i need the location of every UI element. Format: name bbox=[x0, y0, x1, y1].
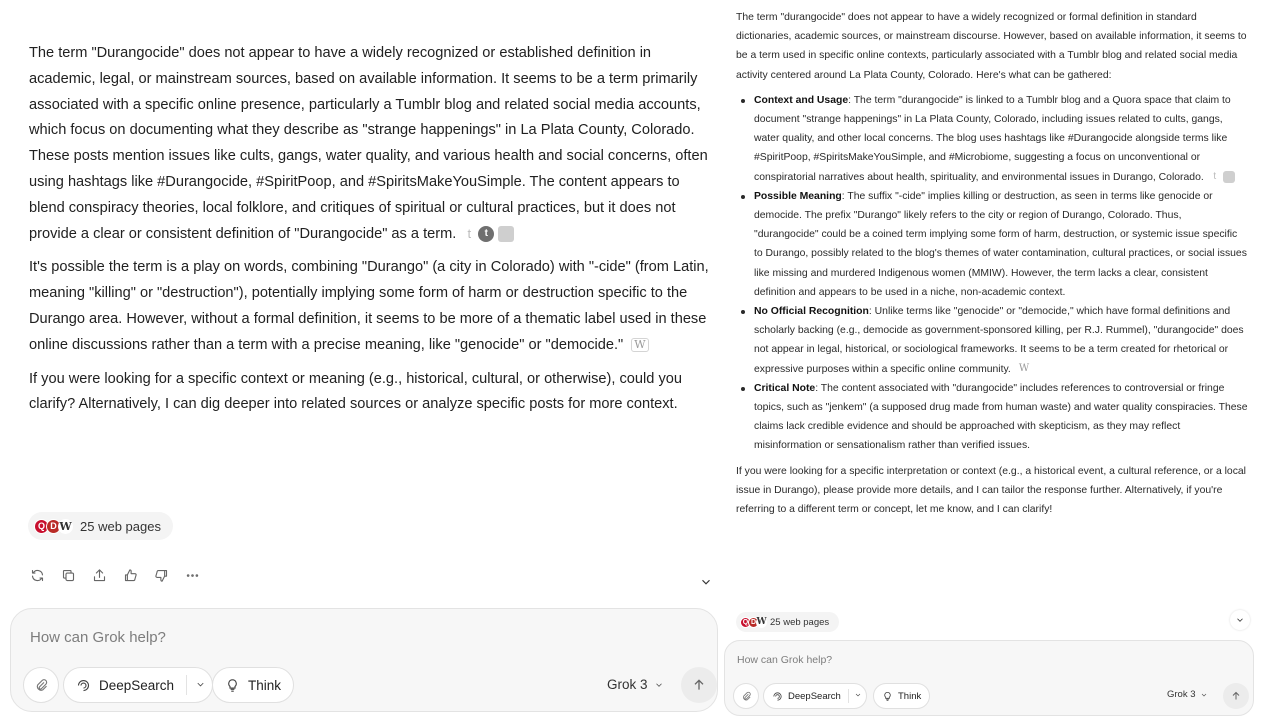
think-label: Think bbox=[248, 677, 282, 693]
left-paragraph-3: If you were looking for a specific context or meaning (e.g., historical, cultural, or otherwise), could you clarify? Alternatively, I can dig deeper into related sources or analyze specific posts for more context. bbox=[29, 370, 682, 413]
think-button[interactable] bbox=[212, 667, 294, 703]
deepsearch-icon bbox=[772, 691, 783, 702]
model-selector[interactable] bbox=[1167, 689, 1208, 700]
thumbs-down-icon[interactable] bbox=[152, 566, 170, 584]
response-actions bbox=[28, 566, 201, 584]
web-sources-label: 25 web pages bbox=[770, 616, 830, 628]
tumblr-source-icon[interactable]: t bbox=[1213, 171, 1217, 183]
web-sources-button[interactable] bbox=[28, 512, 173, 540]
deepsearch-button[interactable] bbox=[763, 683, 867, 709]
chevron-down-icon bbox=[654, 680, 664, 690]
bullet-title: Context and Usage bbox=[754, 94, 849, 106]
bullet-text: : The term "durangocide" is linked to a Tumblr blog and a Quora space that claim to document "strange happenings" in La Plata County, Colorado, including issues related to cults, gangs, water quality, and other local concerns. The blog uses hashtags like #Durangocide alongside terms like #SpiritPoop, #SpiritsMakeYouSimple, and #Microbiome, suggesting a focus on unconventional or conspiratorial narratives about health, spirituality, and environmental issues in Durango, Colorado. bbox=[754, 94, 1231, 183]
bullet-text: : The content associated with "durangocide" includes references to controversial or fringe topics, such as "jenkem" (a supposed drug made from human waste) and water quality conspiracies. These claims lack credible evidence and should be approached with skepticism, as they may reflect misinformation or sensationalism rather than verified issues. bbox=[754, 382, 1248, 452]
model-label: Grok 3 bbox=[607, 677, 648, 692]
deepsearch-button[interactable] bbox=[63, 667, 213, 703]
prompt-input[interactable]: How can Grok help? bbox=[737, 654, 833, 666]
chevron-down-icon[interactable] bbox=[854, 691, 862, 702]
right-response bbox=[736, 8, 1248, 525]
image-source-icon[interactable] bbox=[1223, 171, 1235, 183]
left-paragraph-2-text: It's possible the term is a play on words, combining "Durango" (a city in Colorado) with "-cide" (from Latin, meaning "killing" or "destruction"), potentially implying some form of harm or destruction specific to the Durango area. However, without a formal definition, it seems to be more of a thematic label used in these online discussions rather than a term with a precise meaning, like "genocide" or "democide." bbox=[29, 259, 709, 353]
scroll-down-icon[interactable] bbox=[694, 570, 718, 594]
model-label: Grok 3 bbox=[1167, 689, 1196, 700]
deepsearch-icon bbox=[76, 678, 91, 693]
citation-group[interactable] bbox=[1017, 363, 1031, 374]
left-paragraph-2 bbox=[29, 255, 709, 358]
right-intro: The term "durangocide" does not appear to have a widely recognized or formal definition in standard dictionaries, academic sources, or mainstream discourse. However, based on available information, it seems to be a term used in specific online contexts, particularly associated with a Tumblr blog and related social media activity centered around La Plata County, Colorado. Here's what can be gathered: bbox=[736, 12, 1247, 81]
deepsearch-label: DeepSearch bbox=[99, 677, 175, 693]
copy-icon[interactable] bbox=[59, 566, 77, 584]
bullet-text: : Unlike terms like "genocide" or "democide," which have formal definitions and scholarly backing (e.g., democide as government-sponsored killing, per R.J. Rummel), "durangocide" does not appear in legal, historical, or sociological frameworks. It seems to be a term created for rhetorical or expressive purposes within a specific online community. bbox=[754, 306, 1244, 375]
right-bullet-list bbox=[736, 91, 1248, 456]
source-favicon-icon: D bbox=[46, 519, 61, 534]
regenerate-icon[interactable] bbox=[28, 566, 46, 584]
arrow-up-icon bbox=[1230, 690, 1242, 702]
tumblr-circle-source-icon[interactable]: t bbox=[478, 226, 494, 242]
citation-group[interactable] bbox=[464, 226, 514, 242]
message-composer[interactable] bbox=[724, 640, 1254, 716]
citation-group[interactable] bbox=[1210, 171, 1235, 183]
message-composer[interactable] bbox=[10, 608, 718, 712]
wikipedia-source-icon[interactable]: W bbox=[1018, 363, 1030, 375]
source-favicons bbox=[34, 519, 70, 534]
chevron-down-icon[interactable] bbox=[195, 678, 206, 693]
right-chat-pane bbox=[720, 0, 1280, 720]
quora-favicon-icon: Q bbox=[34, 519, 49, 534]
bullet-title: No Official Recognition bbox=[754, 306, 869, 318]
wikipedia-source-icon[interactable]: W bbox=[631, 338, 648, 352]
wikipedia-favicon-icon: W bbox=[756, 617, 767, 627]
think-button[interactable] bbox=[873, 683, 930, 709]
send-button[interactable] bbox=[681, 667, 717, 703]
list-item bbox=[736, 187, 1248, 302]
model-selector[interactable] bbox=[607, 677, 664, 692]
arrow-up-icon bbox=[691, 677, 707, 693]
deepsearch-label: DeepSearch bbox=[788, 690, 841, 702]
web-sources-button[interactable] bbox=[736, 612, 839, 632]
send-button[interactable] bbox=[1223, 683, 1249, 709]
web-sources-label: 25 web pages bbox=[80, 518, 161, 534]
list-item bbox=[736, 302, 1248, 379]
divider bbox=[848, 689, 849, 703]
attach-icon[interactable] bbox=[733, 683, 759, 709]
chevron-down-icon bbox=[1200, 691, 1208, 699]
attach-icon[interactable] bbox=[23, 667, 59, 703]
left-paragraph-1-text: The term "Durangocide" does not appear to have a widely recognized or established definition in academic, legal, or mainstream sources, based on available information. It seems to be a term primarily associated with a specific online presence, particularly a Tumblr blog and related social media accounts, which focus on documenting what they describe as "strange happenings" in La Plata County, Colorado. These posts mention issues like cults, gangs, water quality, and various health and social concerns, often using hashtags like #Durangocide, #SpiritPoop, and #SpiritsMakeYouSimple. The content appears to blend conspiracy theories, local folklore, and critiques of spiritual or cultural practices, but it does not provide a clear or consistent definition of "Durangocide" as a term. bbox=[29, 45, 708, 242]
list-item bbox=[736, 379, 1248, 456]
quora-favicon-icon: Q bbox=[740, 617, 751, 628]
wikipedia-favicon-icon: W bbox=[59, 519, 72, 533]
think-label: Think bbox=[898, 690, 922, 702]
scroll-down-icon[interactable] bbox=[1230, 610, 1250, 630]
lightbulb-icon bbox=[225, 678, 240, 693]
left-paragraph-1 bbox=[29, 41, 709, 247]
source-favicons bbox=[740, 617, 767, 628]
list-item bbox=[736, 91, 1248, 187]
lightbulb-icon bbox=[882, 691, 893, 702]
share-icon[interactable] bbox=[90, 566, 108, 584]
bullet-title: Critical Note bbox=[754, 382, 816, 394]
source-favicon-icon: D bbox=[748, 617, 759, 628]
tumblr-source-icon[interactable]: t bbox=[467, 225, 472, 241]
bullet-text: : The suffix "-cide" implies killing or destruction, as seen in terms like genocide or democide. The prefix "Durango" likely refers to the city or region of Durango, Colorado. Thus, "durangocide" could be a coined term implying some form of harm, destruction, or systemic issue specific to Durango, possibly related to the blog's themes of water contamination, cultural practices, or social issues like missing and murdered Indigenous women (MMIW). However, the term lacks a clear, consistent definition and appears to be used in a niche, non-academic context. bbox=[754, 190, 1247, 298]
prompt-input[interactable]: How can Grok help? bbox=[30, 629, 166, 646]
citation-group[interactable] bbox=[631, 338, 648, 352]
bullet-title: Possible Meaning bbox=[754, 190, 842, 202]
left-response bbox=[29, 41, 709, 426]
image-source-icon[interactable] bbox=[498, 226, 514, 242]
right-outro: If you were looking for a specific interpretation or context (e.g., a historical event, a cultural reference, or a local issue in Durango), please provide more details, and I can tailor the response further. Alternatively, if you're referring to a different term or concept, let me know, and I can clarify! bbox=[736, 465, 1246, 516]
divider bbox=[186, 675, 187, 695]
more-options-icon[interactable] bbox=[183, 566, 201, 584]
thumbs-up-icon[interactable] bbox=[121, 566, 139, 584]
